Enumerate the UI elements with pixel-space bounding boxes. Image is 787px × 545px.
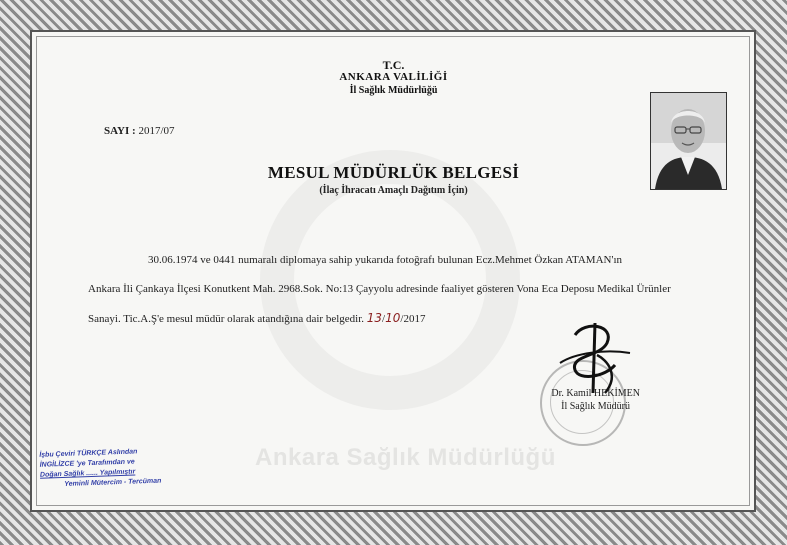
date-month: 10: [385, 311, 401, 325]
date-day: 13: [366, 311, 383, 325]
signatory-title: İl Sağlık Müdürü: [561, 401, 630, 412]
certificate-subtitle: (İlaç İhracatı Amaçlı Dağıtım İçin): [319, 185, 468, 196]
reference-value: 2017/07: [138, 125, 175, 137]
certificate-title: MESUL MÜDÜRLÜK BELGESİ: [267, 163, 520, 182]
reference-number: SAYI : 2017/07: [104, 125, 175, 137]
person-photo-icon: [651, 93, 726, 189]
header-directorate: İl Sağlık Müdürlüğü: [349, 85, 438, 96]
translation-stamp-line-1: İşbu Çeviri TÜRKÇE Aslından: [39, 448, 138, 459]
translation-stamp-line-3: Doğan Sağlık ...... Yapılmıştır: [39, 468, 136, 479]
header-governorship: ANKARA VALİLİĞİ: [339, 71, 448, 83]
translation-stamp-line-4: Yeminli Mütercim - Tercüman: [64, 477, 162, 488]
portrait-photo: [650, 92, 727, 190]
body-line-3-text: Sanayi. Tic.A.Ş'e mesul müdür olarak atandığına dair belgedir.: [88, 313, 365, 325]
header-country: T.C.: [382, 58, 405, 72]
watermark-text: Ankara Sağlık Müdürlüğü: [255, 444, 556, 471]
translation-stamp: [39, 445, 201, 503]
reference-label: SAYI: [104, 125, 130, 137]
body-line-3: Sanayi. Tic.A.Ş'e mesul müdür olarak atandığına dair belgedir. 13/10/2017: [88, 311, 426, 325]
signatory-name: Dr. Kamil HEKİMEN: [551, 388, 640, 399]
translation-stamp-line-2: İNGİLİZCE 'ye Tarafımdan ve: [39, 458, 135, 469]
date-year: 2017: [403, 313, 426, 325]
body-line-1: 30.06.1974 ve 0441 numaralı diplomaya sahip yukarıda fotoğrafı bulunan Ecz.Mehmet Özkan ATAMAN'ın: [148, 254, 622, 266]
body-line-2: Ankara İli Çankaya İlçesi Konutkent Mah. 2968.Sok. No:13 Çayyolu adresinde faaliyet gösteren Vona Eca Deposu Medikal Ürünler: [88, 283, 671, 295]
